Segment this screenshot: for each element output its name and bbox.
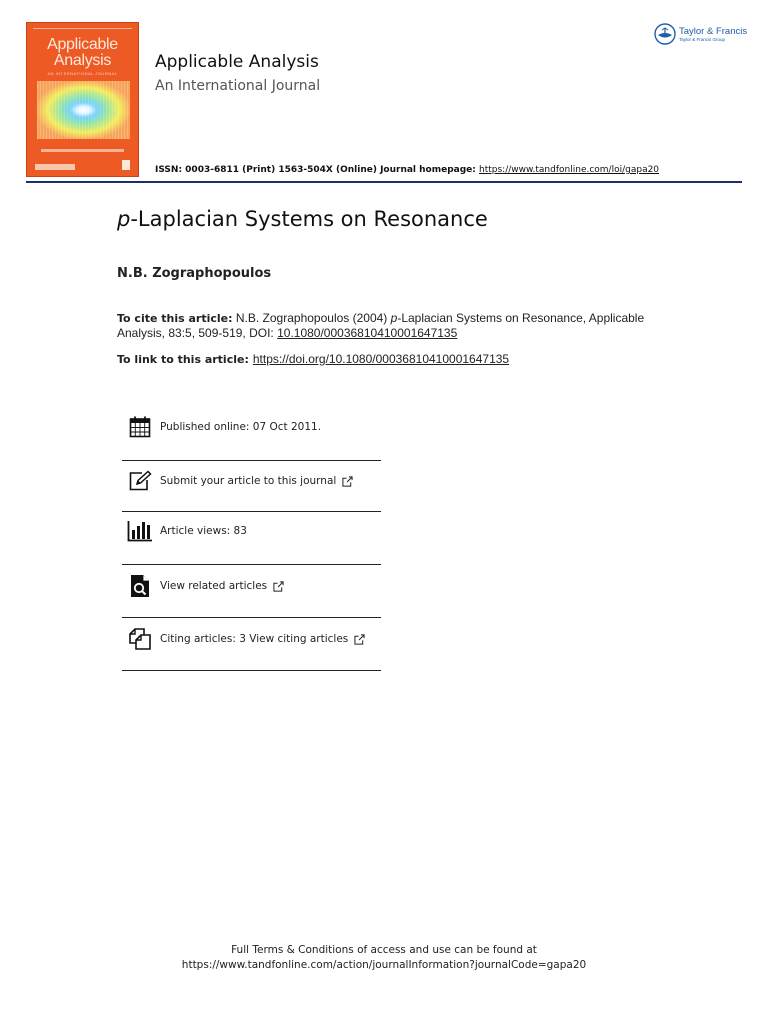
article-doi-link[interactable]: https://doi.org/10.1080/00036810410001647135 xyxy=(252,352,510,366)
article-views-label: Article views: 83 xyxy=(160,525,247,537)
journal-subtitle: An International Journal xyxy=(155,78,321,94)
info-divider xyxy=(122,460,381,461)
citing-articles-icon xyxy=(127,626,153,652)
citation-block xyxy=(117,311,677,341)
citing-articles-row[interactable] xyxy=(122,626,381,652)
article-title-rest: -Laplacian Systems on Resonance xyxy=(130,207,488,231)
footer-terms-link[interactable]: https://www.tandfonline.com/action/journalInformation?journalCode=gapa20 xyxy=(181,959,587,971)
cover-editor-line xyxy=(41,149,124,152)
published-online-row xyxy=(122,414,381,440)
cover-title-line1: Applicable xyxy=(47,36,118,53)
cover-logo-mark xyxy=(122,160,130,170)
bar-chart-icon xyxy=(127,518,153,544)
cover-title xyxy=(27,37,138,69)
publisher-name: Taylor & Francis xyxy=(679,25,748,37)
cover-title-line2: Analysis xyxy=(53,52,112,69)
article-author: N.B. Zographopoulos xyxy=(117,266,272,281)
info-divider xyxy=(122,511,381,512)
related-articles-row[interactable] xyxy=(122,573,381,599)
submit-article-label: Submit your article to this journal xyxy=(160,475,337,487)
citing-articles-label: Citing articles: 3 View citing articles xyxy=(160,633,349,645)
document-search-icon xyxy=(127,573,153,599)
header-rule xyxy=(26,181,742,183)
journal-title: Applicable Analysis xyxy=(155,52,319,72)
cite-doi-link[interactable]: 10.1080/00036810410001647135 xyxy=(277,326,458,340)
info-divider xyxy=(122,670,381,671)
article-title xyxy=(117,207,488,231)
related-articles-label: View related articles xyxy=(160,580,268,592)
issn-text: ISSN: 0003-6811 (Print) 1563-504X (Online) Journal homepage: xyxy=(155,165,480,175)
publisher-logo[interactable] xyxy=(654,23,747,45)
cover-subtitle: AN INTERNATIONAL JOURNAL xyxy=(47,71,118,76)
cite-text-2: -Laplacian Systems on Resonance, Applicable Analysis, 83:5, 509-519, DOI: xyxy=(117,311,645,340)
external-link-icon xyxy=(342,476,353,487)
external-link-icon xyxy=(354,634,365,645)
cover-publisher-mark xyxy=(35,164,75,170)
cite-text-1: N.B. Zographopoulos (2004) xyxy=(232,311,391,325)
edit-icon xyxy=(127,468,153,494)
cite-label: To cite this article: xyxy=(117,312,233,325)
journal-cover xyxy=(26,22,139,177)
info-divider xyxy=(122,617,381,618)
external-link-icon xyxy=(273,581,284,592)
article-title-italic: p xyxy=(117,207,131,231)
publisher-group: Taylor & Francis Group xyxy=(679,36,726,42)
cite-italic: p xyxy=(390,311,398,325)
footer-terms-text: Full Terms & Conditions of access and use can be found at xyxy=(231,944,537,956)
cover-top-line xyxy=(33,28,132,32)
taylor-francis-icon xyxy=(654,23,676,45)
cover-artwork xyxy=(37,81,130,139)
journal-homepage-link[interactable]: https://www.tandfonline.com/loi/gapa20 xyxy=(479,165,660,175)
article-views-row xyxy=(122,518,381,544)
published-online-label: Published online: 07 Oct 2011. xyxy=(160,421,322,433)
link-label: To link to this article: xyxy=(117,353,249,366)
footer xyxy=(0,943,768,973)
info-divider xyxy=(122,564,381,565)
calendar-icon xyxy=(127,414,153,440)
article-link-line xyxy=(117,352,509,366)
submit-article-row[interactable] xyxy=(122,468,381,494)
issn-line xyxy=(155,165,659,175)
